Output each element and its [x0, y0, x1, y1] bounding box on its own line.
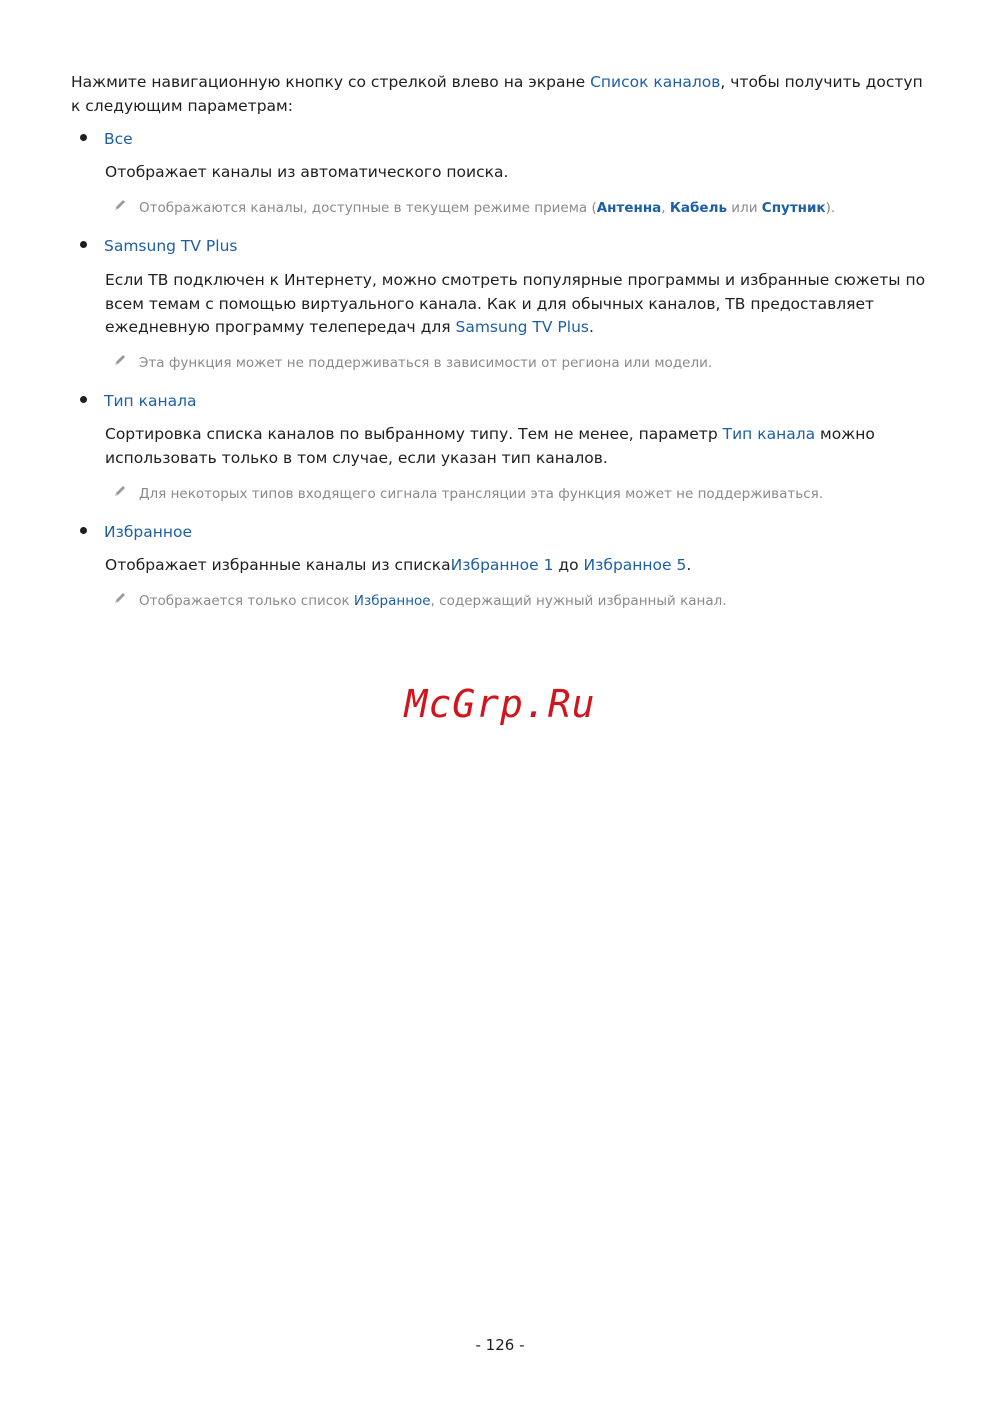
bullet-icon	[80, 527, 87, 534]
note-term-favorites: Избранное	[353, 593, 431, 609]
item-title: Тип канала	[104, 392, 197, 410]
item-all-note	[113, 198, 933, 218]
item-all-description: Отображает каналы из автоматического поиска.	[105, 163, 509, 181]
desc-text-end: можно использовать только в том случае, если указан тип каналов.	[105, 425, 875, 467]
note-sep: или	[727, 200, 762, 216]
desc-link: Тип канала	[722, 425, 816, 443]
pencil-icon	[113, 591, 129, 611]
desc-text-end: .	[686, 556, 692, 574]
item-favorites-description	[105, 554, 935, 578]
item-title: Samsung TV Plus	[104, 237, 238, 255]
bullet-icon	[80, 396, 87, 403]
note-text-end: , содержащий нужный избранный канал.	[430, 593, 727, 609]
item-title: Избранное	[104, 523, 193, 541]
item-favorites-note	[113, 591, 933, 611]
item-channel-type-note	[113, 484, 933, 504]
item-tvplus-heading	[80, 235, 237, 257]
note-term-satellite: Спутник	[761, 200, 826, 216]
item-favorites-heading	[80, 521, 192, 543]
desc-link: Samsung TV Plus	[455, 318, 589, 336]
desc-text: Отображает избранные каналы из списка	[105, 556, 451, 574]
note-term-cable: Кабель	[669, 200, 728, 216]
intro-text-end: , чтобы получить доступ к следующим параметрам:	[71, 73, 923, 115]
item-channel-type-heading	[80, 390, 197, 412]
note-sep: ,	[661, 200, 670, 216]
pencil-icon	[113, 198, 129, 218]
note-text: Отображается только список	[139, 593, 354, 609]
page-number: - 126 -	[475, 1336, 525, 1354]
channel-list-link: Список каналов	[590, 73, 721, 91]
intro-text: Нажмите навигационную кнопку со стрелкой влево на экране	[71, 73, 591, 91]
desc-text-mid: до	[553, 556, 584, 574]
note-text: Для некоторых типов входящего сигнала трансляции эта функция может не поддерживаться.	[139, 486, 824, 502]
item-title: Все	[104, 130, 133, 148]
intro-paragraph	[71, 71, 931, 118]
desc-link-favorites-1: Избранное 1	[450, 556, 554, 574]
note-term-antenna: Антенна	[596, 200, 662, 216]
item-channel-type-description	[105, 423, 935, 470]
item-all-heading	[80, 128, 133, 150]
item-tvplus-description	[105, 269, 935, 340]
bullet-icon	[80, 241, 87, 248]
pencil-icon	[113, 484, 129, 504]
watermark: McGrp.Ru	[404, 682, 596, 726]
note-text: Эта функция может не поддерживаться в зависимости от региона или модели.	[139, 355, 713, 371]
bullet-icon	[80, 134, 87, 141]
desc-text-end: .	[588, 318, 594, 336]
note-text-end: ).	[825, 200, 836, 216]
desc-text: Если ТВ подключен к Интернету, можно смотреть популярные программы и избранные сюжеты по всем темам с помощью виртуального канала. Как и для обычных каналов, ТВ предоставляет ежедневную программу телепередач для	[105, 271, 926, 336]
pencil-icon	[113, 353, 129, 373]
item-tvplus-note	[113, 353, 933, 373]
desc-text: Сортировка списка каналов по выбранному типу. Тем не менее, параметр	[105, 425, 723, 443]
desc-link-favorites-5: Избранное 5	[583, 556, 687, 574]
note-text: Отображаются каналы, доступные в текущем режиме приема (	[139, 200, 597, 216]
